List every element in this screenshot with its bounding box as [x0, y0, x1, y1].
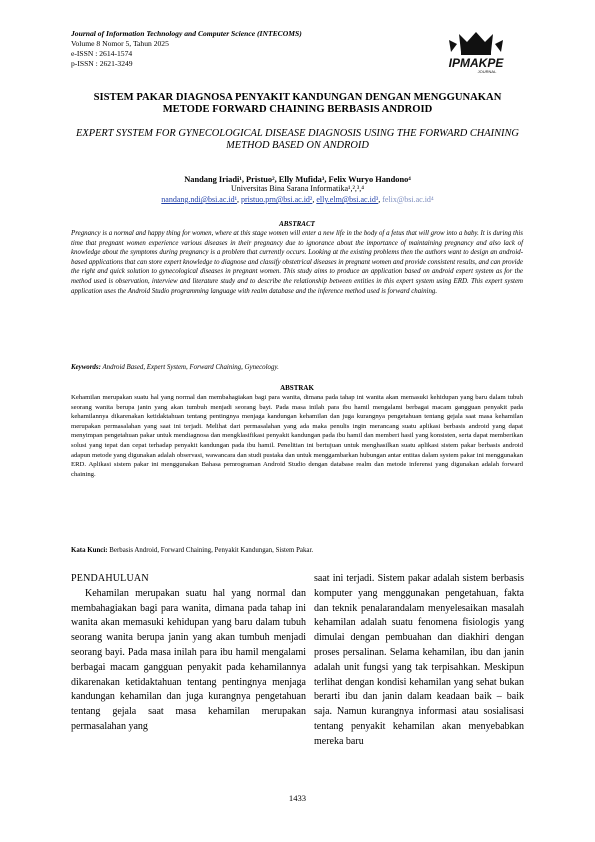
body-column-left: [71, 572, 306, 735]
email-link[interactable]: nandang.ndi@bsi.ac.id¹: [161, 195, 238, 204]
author-list: Nandang Iriadi¹, Pristuo², Elly Mufida³, Felix Wuryo Handono⁴: [184, 175, 411, 184]
keywords-indonesian: [71, 546, 523, 555]
keywords-label: Keywords:: [71, 364, 101, 371]
body-paragraph: Kehamilan merupakan suatu hal yang normal dan membahagiakan bagi para wanita, dimana pada tahap ini wanita akan memasuki kehidupan yang baru dalam tubuh seorang wanita berupa janin yang akan tumbuh menjadi seorang bayi. Pada masa inilah para ibu hamil mengalami berbagai macam gangguan penyakit pada kehamilannya dikarenakan ketidaktahuan tentang pentingnya menjaga kandungan kehamilan dan juga kurangnya pengetahuan tentang gejala saat masa kehamilan merupakan permasalahan yang: [71, 587, 306, 732]
logo-graphic: [437, 30, 515, 75]
title-english: EXPERT SYSTEM FOR GYNECOLOGICAL DISEASE DIAGNOSIS USING THE FORWARD CHAINING METHOD BASED ON ANDROID: [76, 128, 519, 151]
kata-kunci-label: Kata Kunci:: [71, 547, 108, 554]
logo-text: IPMAKPE: [448, 56, 504, 70]
email-link[interactable]: elly.elm@bsi.ac.id³: [316, 195, 379, 204]
kata-kunci-value: Berbasis Android, Forward Chaining, Penyakit Kandungan, Sistem Pakar.: [109, 547, 314, 554]
journal-name: Journal of Information Technology and Computer Science (INTECOMS): [71, 29, 302, 38]
section-heading: PENDAHULUAN: [71, 573, 149, 584]
journal-logo: [437, 30, 515, 75]
abstract-heading: ABSTRACT: [279, 220, 315, 228]
abstrak-heading: ABSTRAK: [280, 384, 314, 392]
logo-subtext: JOURNAL: [477, 69, 497, 74]
body-column-right: [314, 572, 524, 750]
title-indonesian: SISTEM PAKAR DIAGNOSA PENYAKIT KANDUNGAN DENGAN MENGGUNAKAN METODE FORWARD CHAINING BERBASIS ANDROID: [93, 92, 502, 115]
email-link[interactable]: felix@bsi.ac.id⁴: [382, 195, 434, 204]
journal-pissn: p-ISSN : 2621-3249: [71, 59, 133, 68]
abstrak-text: Kehamilan merupakan suatu hal yang normal dan membahagiakan bagi para wanita, dimana pada tahap ini wanita akan memasuki kehidupan yang baru dalam tubuh seorang wanita berupa janin yang akan tumbuh menjadi seorang bayi. Pada masa inilah para ibu hamil mengalami berbagai macam gangguan penyakit pada kehamilannya dikarenakan ketidaktahuan tentang pentingnya menjaga kandungan kehamilan dan juga kurangnya pengetahuan tentang gejala saat masa kehamilan merupakan permasalahan yang saat ini terjadi. Melihat dari permasalahan yang ada maka penulis ingin merancang suatu aplikasi berbasis android yang dapat menyimpan pengetahuan pakar untuk mendiagnosa dan mengklasifikasi penyakit kandungan pada ibu hamil dan memberi hasil yang konsisten, serta dapat memberikan solusi yang tepat dan cepat terhadap penyakit kandungan pada ibu hamil. Penelitian ini bertujuan untuk menghasilkan suatu aplikasi sistem pakar berbasis android adapun metode yang digunakan adalah observasi, wawancara dan studi pustaka dan untuk menggambarkan hubungan antar entitas dalam system pakar ini menggunakan ERD. Aplikasi sistem pakar ini menggunakan Bahasa pemrograman Android Studio dengan database realm dan metode inferensi yang digunakan adalah forward chaining.: [71, 394, 523, 478]
keywords-english: [71, 363, 523, 372]
email-link[interactable]: pristuo.prn@bsi.ac.id²: [241, 195, 313, 204]
journal-eissn: e-ISSN : 2614-1574: [71, 49, 133, 58]
author-emails: nandang.ndi@bsi.ac.id¹, pristuo.prn@bsi.ac.id², elly.elm@bsi.ac.id³, felix@bsi.ac.id⁴: [161, 195, 434, 204]
journal-volume: Volume 8 Nomor 5, Tahun 2025: [71, 39, 169, 48]
affiliation: Universitas Bina Sarana Informatika¹,²,³,⁴: [230, 184, 365, 193]
abstract-text: Pregnancy is a normal and happy thing for women, where at this stage women will enter a new life in the body of a fetus that will grow into a baby. It is during this time that pregnant women experience various diseases in their pregnancy due to ignorance about the importance of maintaining pregnancy and also lack of knowledge about the symptoms during pregnancy is a problem that currently occurs. Looking at the existing problems then the authors want to design an android-based applications that can store expert knowledge to diagnose and classify obstetrical diseases in pregnant women and provide consistent results, and can provide the right and quick solution to gynecological diseases in pregnant women. This study aims to produce an application based on android expert system as for the method used is observation, interview and literature study and to describe the relationship between entities in this expert system using ERD. This expert system application uses the Android Studio programming language with realm database and the inference method used is forward chaining.: [71, 230, 523, 295]
journal-header: [71, 29, 302, 69]
keywords-value: Android Based, Expert System, Forward Chaining, Gynecology.: [102, 364, 279, 371]
body-paragraph: saat ini terjadi. Sistem pakar adalah sistem berbasis komputer yang menggunakan pengetahuan, fakta dan teknik penalarandalam menyelesaikan masalah kehamilan adalah suatu fenomena fisiologis yang dimulai dengan pembuahan dan diakhiri dengan proses persalinan. Selama kehamilan, ibu dan janin adalah unit fungsi yang tak terpisahkan. Meskipun terlihat dengan kondisi kehamilan yang sehat bukan berarti ibu dan janin dalam keadaan baik – baik saja. Namun kurangnya informasi atau sosialisasi tentang penyakit kehamilan akan menyebabkan mereka baru: [314, 573, 524, 747]
page-number: 1433: [288, 793, 307, 803]
